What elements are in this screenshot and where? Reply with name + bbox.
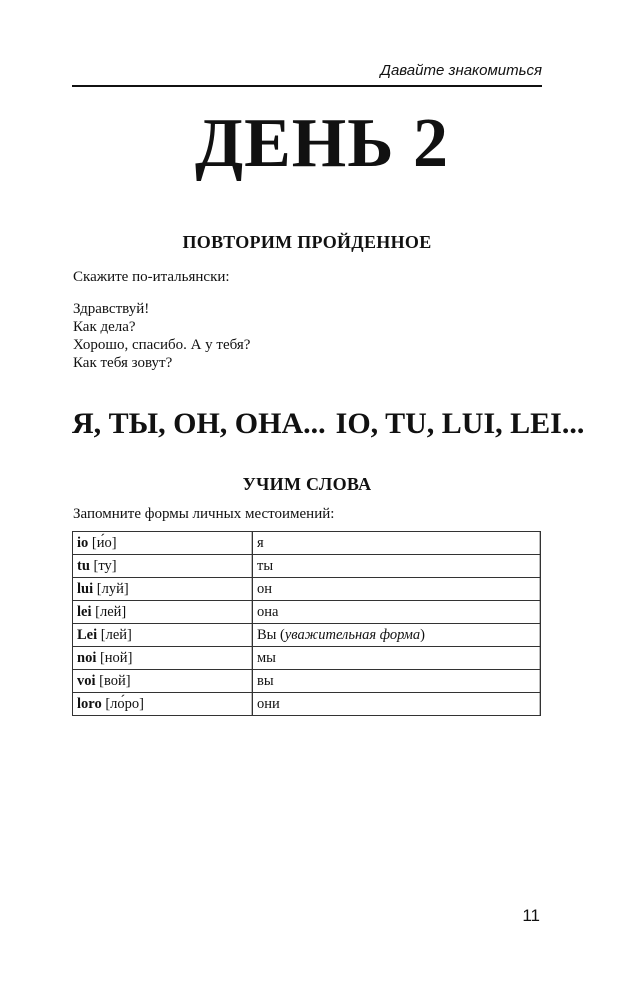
- table-row: [73, 693, 541, 716]
- italian-word: io: [77, 534, 89, 551]
- table-row: [73, 601, 541, 624]
- pronoun-table: [72, 531, 541, 716]
- learn-words-heading: УЧИМ СЛОВА: [242, 474, 372, 494]
- translation: они: [257, 695, 280, 712]
- table-row: [73, 647, 541, 670]
- phrase-line: Как тебя зовут?: [73, 355, 173, 371]
- review-heading: ПОВТОРИМ ПРОЙДЕННОЕ: [182, 232, 432, 252]
- italian-word: loro: [77, 695, 102, 712]
- table-row: [73, 555, 541, 578]
- translation-note: уважительная форма: [284, 626, 421, 643]
- translation: он: [257, 580, 273, 597]
- translation: она: [257, 603, 279, 620]
- translation: я: [257, 534, 264, 551]
- italian-cell: [73, 670, 253, 693]
- pronunciation: [ло́ро]: [101, 695, 144, 712]
- italian-word: Lei: [77, 626, 98, 643]
- italian-cell: [73, 555, 253, 578]
- italian-cell: [73, 647, 253, 670]
- italian-cell: [73, 693, 253, 716]
- pronunciation: [и́о]: [88, 534, 117, 551]
- review-prompt: Скажите по-итальянски:: [73, 269, 230, 285]
- italian-cell: [73, 624, 253, 647]
- phrase-line: Как дела?: [73, 319, 136, 335]
- pronouns-russian: Я, ТЫ, ОН, ОНА...: [72, 407, 326, 440]
- table-row: [73, 670, 541, 693]
- phrase-line: Хорошо, спасибо. А у тебя?: [73, 337, 251, 353]
- table-row: [73, 578, 541, 601]
- running-head: Давайте знакомиться: [380, 62, 542, 79]
- page-number: 11: [522, 906, 540, 925]
- pronunciation: [лей]: [91, 603, 127, 620]
- translation-cell: [253, 555, 541, 578]
- translation-cell: [253, 647, 541, 670]
- day-title: ДЕНЬ 2: [194, 105, 450, 182]
- translation-cell: [253, 670, 541, 693]
- translation: Вы (: [257, 626, 285, 643]
- italian-word: tu: [77, 557, 90, 574]
- learn-prompt: Запомните формы личных местоимений:: [73, 506, 335, 522]
- pronouns-italian: IO, TU, LUI, LEI...: [335, 407, 585, 440]
- italian-word: noi: [77, 649, 97, 666]
- header-rule: [72, 85, 542, 87]
- italian-cell: [73, 532, 253, 555]
- italian-word: voi: [77, 672, 96, 689]
- translation: вы: [257, 672, 274, 689]
- translation-cell: [253, 578, 541, 601]
- table-row: [73, 624, 541, 647]
- pronunciation: [ту]: [89, 557, 117, 574]
- translation-cell: [253, 624, 541, 647]
- note-close: ): [420, 626, 425, 643]
- translation-cell: [253, 693, 541, 716]
- italian-cell: [73, 601, 253, 624]
- italian-word: lei: [77, 603, 92, 620]
- italian-cell: [73, 578, 253, 601]
- pronunciation: [лей]: [97, 626, 132, 643]
- review-phrases: [73, 300, 250, 372]
- phrase-line: Здравствуй!: [73, 301, 150, 317]
- pronunciation: [ной]: [96, 649, 133, 666]
- pronunciation: [вой]: [95, 672, 131, 689]
- pronunciation: [луй]: [93, 580, 129, 597]
- translation-cell: [253, 601, 541, 624]
- translation-cell: [253, 532, 541, 555]
- table-row: [73, 532, 541, 555]
- italian-word: lui: [77, 580, 94, 597]
- translation: ты: [257, 557, 274, 574]
- translation: мы: [257, 649, 276, 666]
- pronouns-heading: [72, 406, 585, 442]
